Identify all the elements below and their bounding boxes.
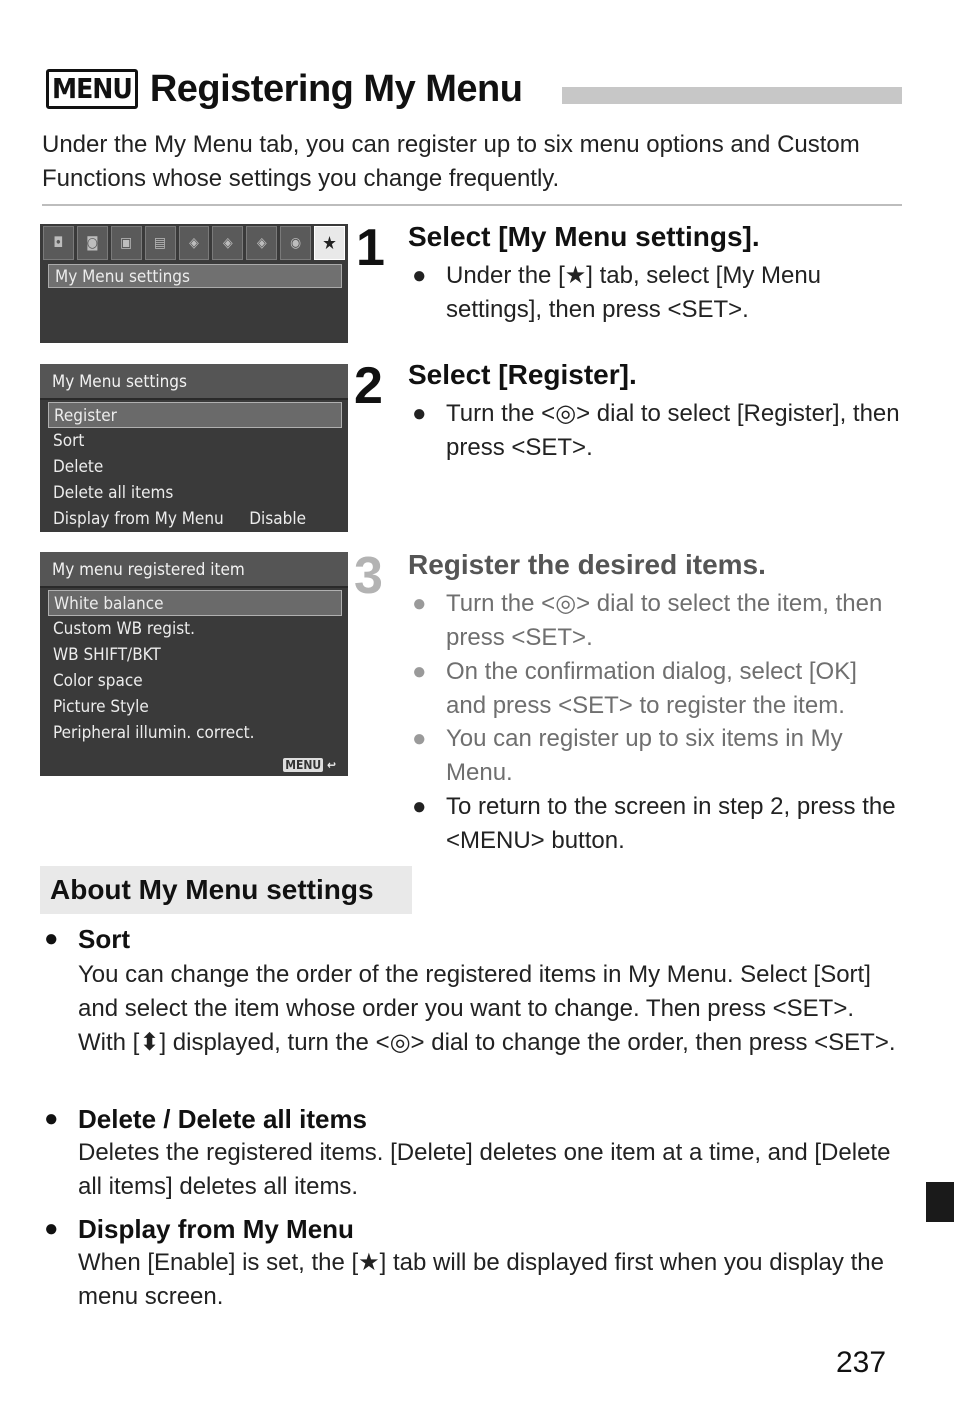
bullet-text: On the confirmation dialog, select [OK] and press <SET> to register the item. [446,658,857,719]
bullet-icon: ● [44,1105,59,1132]
step-2-title: Select [Register]. [408,359,637,390]
about-heading: About My Menu settings [40,866,412,914]
screen-title: My menu registered item [40,552,348,588]
menu-return-hint [283,758,336,772]
bullet-icon: ● [44,925,59,952]
display-heading: Display from My Menu [78,1214,354,1244]
menu-item-delete: Delete [53,457,104,477]
menu-item-register: Register [48,402,342,428]
bullet-text: You can register up to six items in My Menu. [446,725,843,786]
page-header [46,66,522,112]
title-decoration-bar [562,87,902,104]
playback-tab-2-icon: ▤ [145,226,176,260]
bullet-text: Turn the <◎> dial to select [Register], then press <SET>. [446,400,900,461]
step-2-bullet [412,397,902,465]
chapter-thumb-tab [926,1182,954,1222]
playback-tab-1-icon: ▣ [111,226,142,260]
menu-item-display-from-my-menu [48,506,342,532]
step-3-bullet-1 [412,587,902,655]
step-number-1: 1 [356,219,385,277]
delete-heading: Delete / Delete all items [78,1104,368,1134]
step-3-bullet-3 [412,722,902,790]
screen-title: My Menu settings [40,364,348,400]
sort-body: You can change the order of the registered items in My Menu. Select [Sort] and select the item whose order you want to change. Then press <SET>. With [⬍] displayed, turn the <◎> dial to change the order, then press <SET>. [78,961,896,1056]
return-arrow-icon: ↩ [326,758,336,772]
menu-item-delete-all: Delete all items [53,483,174,503]
menu-tab-strip [43,226,345,260]
delete-body: Deletes the registered items. [Delete] deletes one item at a time, and [Delete all items] deletes all items. [78,1139,891,1200]
setup-tab-2-icon: ◈ [212,226,243,260]
bullet-icon: ● [44,1215,59,1242]
list-item: Custom WB regist. [53,619,196,639]
step-3-bullet-2 [412,655,902,723]
bullet-icon: ● [412,400,427,427]
setup-tab-1-icon: ◈ [179,226,210,260]
menu-item-value: Disable [249,509,306,529]
step-3-title: Register the desired items. [408,549,766,580]
bullet-icon: ● [412,658,427,685]
section-divider [42,204,902,206]
bullet-text: To return to the screen in step 2, press the <MENU> button. [446,793,896,854]
step-3-bullet-4 [412,790,902,858]
intro-paragraph: Under the My Menu tab, you can register up to six menu options and Custom Functions whose settings you change frequently. [42,131,860,192]
menu-item-sort: Sort [53,431,85,451]
sort-heading: Sort [78,924,130,954]
list-item: Picture Style [53,697,149,717]
step-1-title: Select [My Menu settings]. [408,221,760,252]
setup-tab-3-icon: ◈ [246,226,277,260]
camera-screen-1 [40,224,348,343]
shooting-tab-2-icon: ◙ [77,226,108,260]
menu-button-icon: MENU [285,758,322,772]
bullet-icon: ● [412,725,427,752]
shooting-tab-1-icon: ◘ [43,226,74,260]
bullet-icon: ● [412,262,427,289]
list-item: Peripheral illumin. correct. [53,723,255,743]
menu-item-label: Display from My Menu [53,509,224,529]
camera-screen-3 [40,552,348,776]
custom-function-tab-icon: ◉ [280,226,311,260]
menu-icon: MENU [46,69,138,109]
list-item: WB SHIFT/BKT [53,645,161,665]
page-title: Registering My Menu [149,67,523,110]
step-number-3: 3 [354,547,383,605]
page-number: 237 [836,1346,887,1379]
bullet-icon: ● [412,793,427,820]
list-item: Color space [53,671,143,691]
list-item: White balance [48,590,342,616]
bullet-text: Under the [★] tab, select [My Menu settings], then press <SET>. [446,262,822,323]
display-body: When [Enable] is set, the [★] tab will be displayed first when you display the menu screen. [78,1249,884,1310]
step-number-2: 2 [354,357,383,415]
bullet-icon: ● [412,590,427,617]
my-menu-settings-row: My Menu settings [48,264,342,288]
bullet-text: Turn the <◎> dial to select the item, then press <SET>. [446,590,883,651]
my-menu-star-tab-icon: ★ [314,226,345,260]
step-1-bullet [412,259,902,327]
camera-screen-2 [40,364,348,532]
